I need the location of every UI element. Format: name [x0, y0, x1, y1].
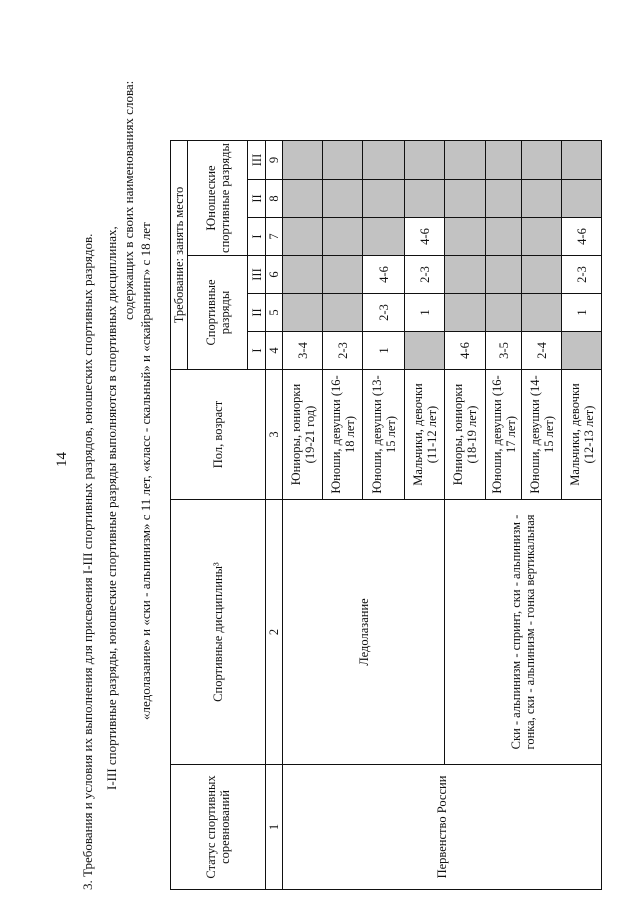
requirement-cell: [445, 218, 486, 256]
requirement-cell: [445, 256, 486, 294]
age-group: Юноши, девушки (13-15 лет): [363, 370, 405, 500]
requirement-cell: 3-4: [283, 332, 323, 370]
requirement-cell: [323, 294, 363, 332]
rank-label: II: [248, 180, 266, 218]
requirement-cell: 2-3: [405, 256, 445, 294]
header-requirement: Требование: занять место: [171, 141, 188, 370]
requirement-cell: [283, 294, 323, 332]
requirement-cell: 2-4: [522, 332, 562, 370]
requirement-cell: 1: [363, 332, 405, 370]
requirement-cell: 2-3: [323, 332, 363, 370]
rank-label: I: [248, 332, 266, 370]
status-value: Первенство России: [283, 765, 602, 890]
table-row: [283, 141, 323, 890]
requirement-cell: [283, 180, 323, 218]
requirement-cell: 4-6: [445, 332, 486, 370]
requirement-cell: [562, 141, 602, 180]
column-number: 9: [266, 141, 283, 180]
discipline-name: Ски - альпинизм - спринт, ски - альпинизм - гонка, ски - альпинизм - гонка вертикальная: [445, 500, 602, 765]
age-group: Мальчики, девочки (12-13 лет): [562, 370, 602, 500]
requirement-cell: [323, 218, 363, 256]
rank-label: III: [248, 141, 266, 180]
age-group: Юниоры, юниорки (19-21 год): [283, 370, 323, 500]
column-number: 6: [266, 256, 283, 294]
column-numbers-row: [266, 141, 283, 890]
requirement-cell: [522, 218, 562, 256]
requirement-cell: [405, 180, 445, 218]
header-disciplines: Спортивные дисциплины³: [171, 500, 266, 765]
header-status: Статус спортивных соревнований: [171, 765, 266, 890]
requirement-cell: [283, 256, 323, 294]
requirement-cell: 2-3: [363, 294, 405, 332]
requirement-cell: [445, 141, 486, 180]
rank-label: I: [248, 218, 266, 256]
rank-label: III: [248, 256, 266, 294]
requirement-cell: [363, 180, 405, 218]
age-group: Юноши, девушки (16-18 лет): [323, 370, 363, 500]
requirement-cell: [562, 180, 602, 218]
requirement-cell: 3-5: [486, 332, 522, 370]
requirement-cell: [522, 180, 562, 218]
requirement-cell: 4-6: [562, 218, 602, 256]
column-number: 1: [266, 765, 283, 890]
age-group: Юноши, девушки (14-15 лет): [522, 370, 562, 500]
requirement-cell: [323, 180, 363, 218]
requirement-cell: [363, 218, 405, 256]
age-group: Мальчики, девочки (11-12 лет): [405, 370, 445, 500]
column-number: 4: [266, 332, 283, 370]
requirement-cell: 4-6: [405, 218, 445, 256]
requirement-cell: [405, 332, 445, 370]
section-caption: 3. Требования и условия их выполнения для присвоения I-III спортивных разрядов, юношеских спортивных разрядов.: [80, 233, 95, 890]
age-group: Юниоры, юниорки (18-19 лет): [445, 370, 486, 500]
requirement-cell: [445, 180, 486, 218]
column-number: 7: [266, 218, 283, 256]
requirement-cell: [486, 294, 522, 332]
requirement-cell: [323, 141, 363, 180]
requirement-cell: [283, 141, 323, 180]
caption-line-4: «ледолазание» и «ски - альпинизм» с 11 лет, «класс - скальный» и «скайраннинг» с 18 лет: [138, 222, 153, 720]
column-number: 3: [266, 370, 283, 500]
requirement-cell: [363, 141, 405, 180]
requirement-cell: [486, 218, 522, 256]
rank-label: II: [248, 294, 266, 332]
requirement-cell: [283, 218, 323, 256]
requirement-cell: 4-6: [363, 256, 405, 294]
column-number: 5: [266, 294, 283, 332]
requirements-table: [170, 140, 602, 890]
requirement-cell: 1: [405, 294, 445, 332]
requirement-cell: [323, 256, 363, 294]
requirement-cell: 2-3: [562, 256, 602, 294]
caption-line-3: содержащих в своих наименованиях слова:: [121, 80, 136, 320]
page-number: 14: [54, 452, 70, 467]
requirement-cell: [445, 294, 486, 332]
header-sport-ranks: Спортивные разряды: [188, 256, 248, 370]
age-group: Юноши, девушки (16-17 лет): [486, 370, 522, 500]
header-youth-ranks: Юношеские спортивные разряды: [188, 141, 248, 256]
requirement-cell: [486, 256, 522, 294]
requirement-cell: [562, 332, 602, 370]
discipline-name: Ледолазание: [283, 500, 445, 765]
requirement-cell: 1: [562, 294, 602, 332]
requirement-cell: [522, 141, 562, 180]
requirement-cell: [486, 141, 522, 180]
header-sex-age: Пол, возраст: [171, 370, 266, 500]
requirement-cell: [522, 256, 562, 294]
caption-line-2: I-III спортивные разряды, юношеские спортивные разряды выполняются в спортивных дисциплинах,: [104, 226, 119, 790]
requirement-cell: [486, 180, 522, 218]
column-number: 8: [266, 180, 283, 218]
requirement-cell: [405, 141, 445, 180]
requirement-cell: [522, 294, 562, 332]
column-number: 2: [266, 500, 283, 765]
